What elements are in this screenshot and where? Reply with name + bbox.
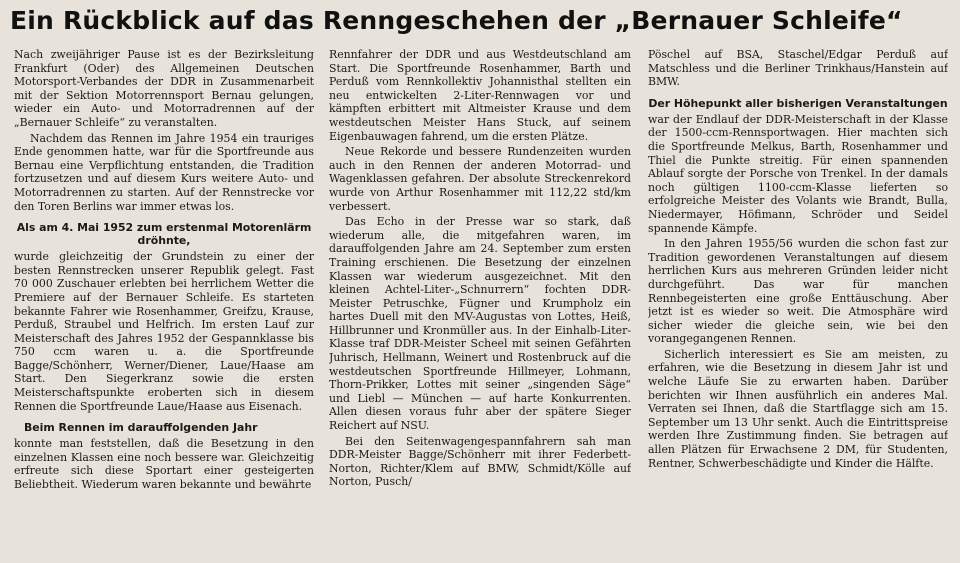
paragraph: wurde gleichzeitig der Grundstein zu einer der besten Rennstrecken unserer Republik gelegt. Fast 70 000 Zuschauer erlebten bei herrlichem Wetter die Premiere auf der Bernauer Schleife. Es starteten bekannte Fahrer wie Rosenhammer, Greifzu, Krause, Perduß, Straubel und Helfrich. Im ersten Lauf zur Meisterschaft des Jahres 1952 der Gespannklasse bis 750 ccm waren u. a. die Sportfreunde Bagge/Schönherr, Werner/Diener, Laue/Haase am Start. Den Siegerkranz sowie die ersten Meisterschaftspunkte eroberten sich in diesem Rennen die Sportfreunde Laue/Haase aus Eisenach. xyxy=(14,250,314,413)
paragraph: war der Endlauf der DDR-Meisterschaft in der Klasse der 1500-ccm-Rennsportwagen. Hier machten sich die Sportfreunde Melkus, Barth, Rosenhammer und Thiel die Punkte streitig. Für einen spannenden Ablauf sorgte der Porsche von Trenkel. In der damals noch gültigen 1100-ccm-Klasse lieferten so erfolgreiche Meister des Volants wie Brandt, Bulla, Niedermayer, Höfimann, Schröder und Seidel spannende Kämpfe. xyxy=(648,112,948,235)
paragraph: Bei den Seitenwagengespannfahrern sah man DDR-Meister Bagge/Schönherr mit ihrer Federbett-Norton, Richter/Klem auf BMW, Schmidt/Kölle auf Norton, Pusch/ xyxy=(329,434,631,489)
subheading: Beim Rennen im darauffolgenden Jahr xyxy=(24,421,258,435)
column-3 xyxy=(648,48,948,563)
paragraph: Rennfahrer der DDR und aus Westdeutschland am Start. Die Sportfreunde Rosenhammer, Barth und Perduß vom Rennkollektiv Johannisthal stellten ein neu entwickelten 2-Liter-Rennwagen vor und kämpften erbittert mit Altmeister Krause und dem westdeutschen Meister Hans Stuck, auf seinem Eigenbauwagen fahrend, um die ersten Plätze. xyxy=(329,48,631,143)
subheading: Der Höhepunkt aller bisherigen Veranstaltungen xyxy=(648,96,948,110)
paragraph: Nachdem das Rennen im Jahre 1954 ein trauriges Ende genommen hatte, war für die Sportfreunde aus Bernau eine Verpflichtung entstanden, die Tradition fortzusetzen und auf diesem Kurs weitere Auto- und Motorradrennen zu starten. Auf der Rennstrecke vor den Toren Berlins war immer etwas los. xyxy=(14,131,314,213)
paragraph: Pöschel auf BSA, Staschel/Edgar Perduß auf Matschless und die Berliner Trinkhaus/Hanstein auf BMW. xyxy=(648,48,948,89)
subheading: Als am 4. Mai 1952 zum erstenmal Motorenlärm dröhnte, xyxy=(16,221,312,248)
paragraph: In den Jahren 1955/56 wurden die schon fast zur Tradition gewordenen Veranstaltungen auf diesem herrlichen Kurs aus mehreren Gründen leider nicht durchgeführt. Das war für manchen Rennbegeisterten eine große Enttäuschung. Aber jetzt ist es wieder so weit. Die Atmosphäre wird sicher wieder die gleiche sein, wie bei den vorangegangenen Rennen. xyxy=(648,237,948,346)
paragraph: konnte man feststellen, daß die Besetzung in den einzelnen Klassen eine noch bessere war. Gleichzeitig erfreute sich diese Sportart einer gesteigerten Beliebtheit. Wiederum waren bekannte und bewährte xyxy=(14,437,314,492)
article-headline: Ein Rückblick auf das Renngeschehen der „Bernauer Schleife“ xyxy=(10,6,903,35)
paragraph: Sicherlich interessiert es Sie am meisten, zu erfahren, wie die Besetzung in diesem Jahr ist und welche Läufe Sie zu erwarten haben. Darüber berichten wir Ihnen ausführlich ein anderes Mal. Verraten sei Ihnen, daß die Startflagge sich am 15. September um 13 Uhr senkt. Auch die Eintrittspreise werden Ihre Zustimmung finden. Sie betragen auf allen Plätzen für Erwachsene 2 DM, für Studenten, Rentner, Schwerbeschädigte und Kinder die Hälfte. xyxy=(648,347,948,470)
column-1 xyxy=(14,48,314,563)
paragraph: Nach zweijähriger Pause ist es der Bezirksleitung Frankfurt (Oder) des Allgemeinen Deutschen Motorsport-Verbandes der DDR in Zusammenarbeit mit der Sektion Motorrennsport Bernau gelungen, wieder ein Auto- und Motorradrennen auf der „Bernauer Schleife“ zu veranstalten. xyxy=(14,48,314,129)
paragraph: Das Echo in der Presse war so stark, daß wiederum alle, die mitgefahren waren, im darauffolgenden Jahre am 24. September zum ersten Training erschienen. Die Besetzung der einzelnen Klassen war wiederum ausgezeichnet. Mit den kleinen Achtel-Liter-„Schnurrern“ fochten DDR-Meister Petruschke, Fügner und Krumpholz ein hartes Duell mit den MV-Augustas von Lottes, Heiß, Hillbrunner und Kronmüller aus. In der Einhalb-Liter-Klasse traf DDR-Meister Scheel mit seinen Gefährten Juhrisch, Hellmann, Weinert und Rostenbruck auf die westdeutschen Sportfreunde Hillmeyer, Lohmann, Thorn-Prikker, Lottes mit seiner „singenden Säge“ und Liebl — München — auf harte Konkurrenten. Allen diesen voraus fuhr aber der spätere Sieger Reichert auf NSU. xyxy=(329,215,631,433)
paragraph: Neue Rekorde und bessere Rundenzeiten wurden auch in den Rennen der anderen Motorrad- und Wagenklassen gefahren. Der absolute Streckenrekord wurde von Arthur Rosenhammer mit 112,22 std/km verbessert. xyxy=(329,145,631,213)
column-2 xyxy=(329,48,631,563)
